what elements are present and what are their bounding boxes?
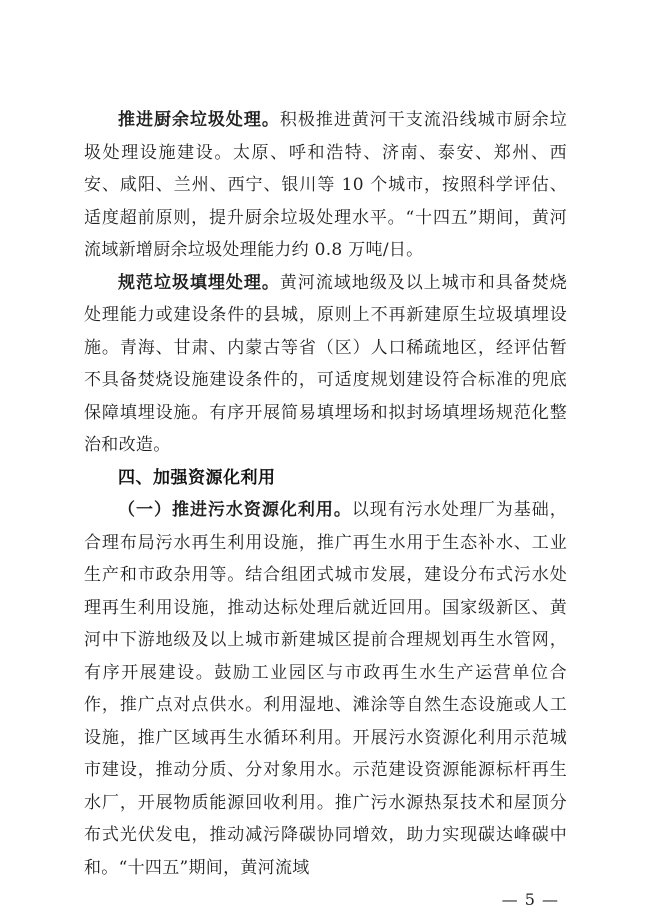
page-number: — 5 —	[501, 890, 559, 909]
paragraph-kitchen-waste-body: 积极推进黄河干支流沿线城市厨余垃圾处理设施建设。太原、呼和浩特、济南、泰安、郑州、西安、咸阳、兰州、西宁、银川等 10 个城市，按照科学评估、适度超前原则，提升厨余垃圾处理水平。“十四五”期间，黄河流域新增厨余垃圾处理能力约 0.8 万吨/日。	[84, 110, 567, 260]
paragraph-wastewater-reuse	[84, 494, 567, 884]
paragraph-landfill-lead: 规范垃圾填埋处理。	[118, 272, 280, 293]
paragraph-wastewater-reuse-body: 以现有污水处理厂为基础，合理布局污水再生利用设施，推广再生水用于生态补水、工业生产和市政杂用等。结合组团式城市发展，建设分布式污水处理再生利用设施，推动达标处理后就近回用。国家级新区、黄河中下游地级及以上城市新建城区提前合理规划再生水管网，有序开展建设。鼓励工业园区与市政再生水生产运营单位合作，推广点对点供水。利用湿地、滩涂等自然生态设施或人工设施，推广区域再生水循环利用。开展污水资源化利用示范城市建设，推动分质、分对象用水。示范建设资源能源标杆再生水厂，开展物质能源回收利用。推广污水源热泵技术和屋顶分布式光伏发电，推动减污降碳协同增效，助力实现碳达峰碳中和。“十四五”期间，黄河流域	[84, 500, 567, 878]
section-heading: 四、加强资源化利用	[118, 467, 276, 488]
paragraph-landfill-body: 黄河流域地级及以上城市和具备焚烧处理能力或建设条件的县城，原则上不再新建原生垃圾填埋设施。青海、甘肃、内蒙古等省（区）人口稀疏地区，经评估暂不具备焚烧设施建设条件的，可适度规划建设符合标准的兜底保障填埋设施。有序开展简易填埋场和拟封场填埋场规范化整治和改造。	[84, 272, 567, 455]
paragraph-wastewater-reuse-lead: （一）推进污水资源化利用。	[118, 500, 352, 520]
paragraph-landfill	[84, 267, 567, 462]
document-content	[84, 104, 567, 915]
paragraph-kitchen-waste-lead: 推进厨余垃圾处理。	[118, 110, 280, 130]
paragraph-kitchen-waste	[84, 104, 567, 267]
